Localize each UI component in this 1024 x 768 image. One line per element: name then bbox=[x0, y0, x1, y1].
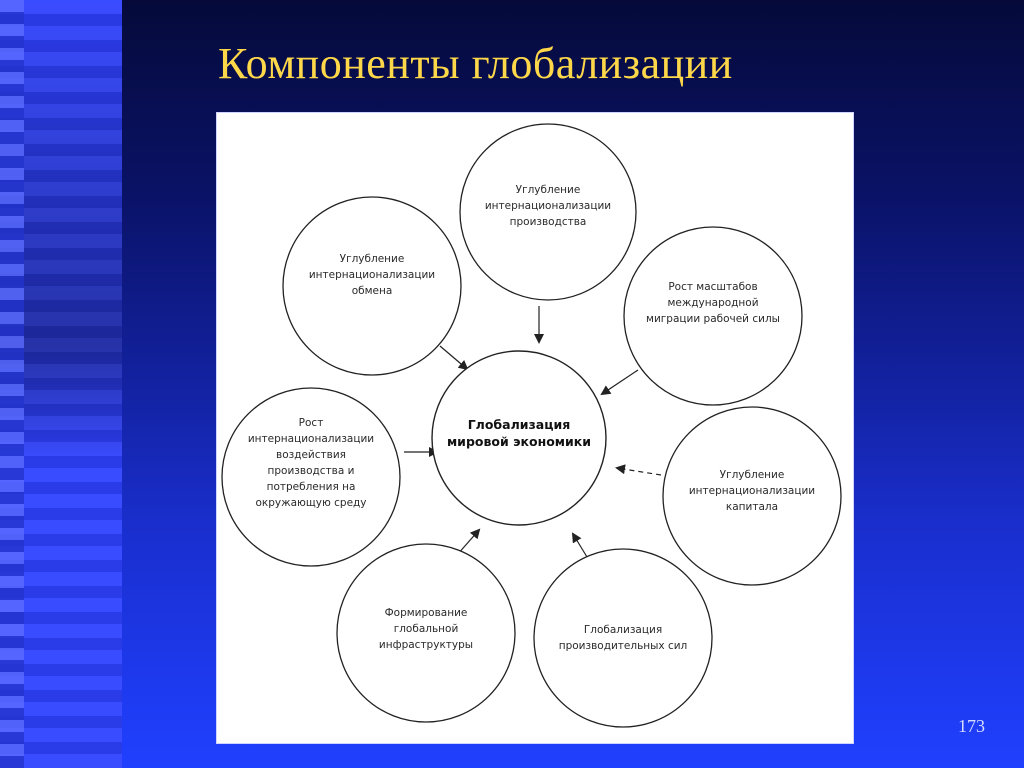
node-environment-line-1: Рост bbox=[298, 417, 324, 429]
node-environment bbox=[222, 388, 400, 566]
node-production-line-1: Углубление bbox=[515, 184, 581, 196]
left-decorative-strip bbox=[0, 0, 122, 768]
node-infrastructure-line-2: глобальной bbox=[393, 623, 459, 635]
node-capital-line-1: Углубление bbox=[719, 469, 785, 481]
globalization-diagram bbox=[217, 113, 853, 743]
arrow-migration bbox=[602, 370, 638, 394]
node-exchange-line-2: интернационализации bbox=[308, 269, 436, 281]
node-environment-line-2: интернационализации bbox=[247, 433, 375, 445]
node-migration-line-3: миграции рабочей силы bbox=[646, 313, 780, 325]
node-infrastructure-line-1: Формирование bbox=[384, 607, 468, 619]
page-number: 173 bbox=[958, 716, 985, 736]
diagram-panel bbox=[216, 112, 854, 744]
node-capital-line-2: интернационализации bbox=[688, 485, 816, 497]
node-production-line-3: производства bbox=[509, 216, 587, 228]
node-infrastructure bbox=[337, 544, 515, 722]
node-production bbox=[460, 124, 636, 300]
node-migration bbox=[624, 227, 802, 405]
node-capital-line-3: капитала bbox=[725, 501, 779, 513]
node-exchange-line-1: Углубление bbox=[339, 253, 405, 265]
center-node bbox=[432, 351, 606, 525]
node-environment-line-5: потребления на bbox=[266, 481, 356, 493]
center-label-line-2: мировой экономики bbox=[446, 434, 592, 449]
node-environment-line-6: окружающую среду bbox=[255, 497, 367, 509]
arrow-productive-forces bbox=[573, 534, 587, 557]
node-productive-forces-line-2: производительных сил bbox=[558, 640, 688, 652]
node-exchange bbox=[283, 197, 461, 375]
node-migration-line-2: международной bbox=[667, 297, 759, 309]
node-exchange-line-3: обмена bbox=[351, 285, 393, 297]
center-label-line-1: Глобализация bbox=[467, 417, 571, 432]
node-production-line-2: интернационализации bbox=[484, 200, 612, 212]
node-infrastructure-line-3: инфраструктуры bbox=[378, 639, 474, 651]
arrow-capital bbox=[617, 468, 661, 475]
node-productive-forces-line-1: Глобализация bbox=[583, 624, 663, 636]
node-environment-line-3: воздействия bbox=[276, 449, 346, 461]
node-productive-forces bbox=[534, 549, 712, 727]
node-environment-line-4: производства и bbox=[267, 465, 355, 477]
node-capital bbox=[663, 407, 841, 585]
node-migration-line-1: Рост масштабов bbox=[668, 281, 758, 293]
slide-title: Компоненты глобализации bbox=[218, 39, 733, 88]
arrow-exchange bbox=[440, 346, 467, 369]
